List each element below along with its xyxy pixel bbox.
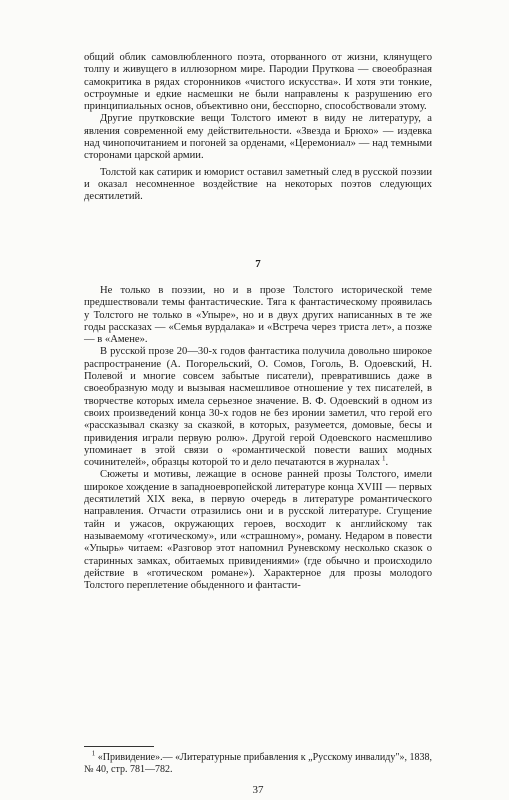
paragraph: общий облик самовлюбленного поэта, оторванного от жизни, клянущего толпу и живущего в иллюзорном мире. Пародии Пруткова — своеобразная самокритика в рядах сторонников «чистого искусства». И хотя эти тонкие, остроумные и едкие насмешки не были направлены к разрушению его принципиальных основ, объективно они, бесспорно, способствовали этому. — [84, 52, 432, 113]
paragraph-text: В русской прозе 20—30-х годов фантастика получила довольно широкое распространение (А. Погорельский, О. Сомов, Гоголь, В. Одоевский, Н. Полевой и многие совсем забытые писатели), превратившись даже в своеобразную моду и вызывая насмешливое отношение у тех писателей, в творчестве которых имела серьезное значение. В. Ф. Одоевский в одном из своих произведений конца 30-х годов не без иронии заметил, что герой его «рассказывал сказку за сказкой, в которых, разумеется, домовые, бесы и привидения играли первую ролю». Другой герой Одоевского насмешливо упоминает в этой связи о «романтической повести ваших модных сочинителей», образцы которой то и дело печатаются в журналах — [84, 346, 432, 469]
footnote-marker: 1 — [91, 749, 96, 758]
paragraph: Сюжеты и мотивы, лежащие в основе ранней прозы Толстого, имели широкое хождение в западноевропейской литературе конца XVIII — первых десятилетий XIX века, в первую очередь в литературе романтического направления. Отчасти отразились они и в русской литературе. Сгущение тайн и ужасов, окружающих героев, восходит к английскому так называемому «готическому», или «страшному», роману. Недаром в повести «Упырь» читаем: «Разговор этот напомнил Руневскому несколько сказок о старинных замках, обитаемых привидениями» (где обычно и происходило действие в «готическом романе»). Характерное для прозы молодого Толстого переплетение обыденного и фантасти- — [84, 469, 432, 592]
footnote-reference: 1 — [382, 454, 386, 463]
section-number: 7 — [255, 258, 261, 270]
paragraph: Не только в поэзии, но и в прозе Толстого исторической теме предшествовали темы фантастические. Тяга к фантастическому проявилась у Толстого не только в «Упыре», но и в двух других написанных в те же годы рассказах — «Семья вурдалака» и «Встреча через триста лет», а позже — в «Амене». — [84, 285, 432, 346]
footnote-text: «Привидение».— «Литературные прибавления к „Русскому инвалиду"», 1838, № 40, стр. 781—782. — [84, 752, 433, 775]
page-number: 37 — [252, 784, 264, 796]
footnote — [84, 749, 433, 776]
section-text-block — [84, 285, 432, 592]
footnote-divider — [84, 746, 154, 747]
paragraph: В русской прозе 20—30-х годов фантастика получила довольно широкое распространение (А. Погорельский, О. Сомов, Гоголь, В. Одоевский, Н. Полевой и многие совсем забытые писатели), превратившись даже в своеобразную моду и вызывая насмешливое отношение у тех писателей, в творчестве которых имела серьезное значение. В. Ф. Одоевский в одном из своих произведений конца 30-х годов не без иронии заметил, что герой его «рассказывал сказку за сказкой, в которых, разумеется, домовые, бесы и привидения играли первую ролю». Другой герой Одоевского насмешливо упоминает в этой связи о «романтической повести ваших модных сочинителей», образцы которой то и дело печатаются в журналах $^1$. — [84, 346, 432, 469]
top-text-block — [84, 52, 432, 204]
paragraph: Другие прутковские вещи Толстого имеют в виду не литературу, а явления современной ему действительности. «Звезда и Брюхо» — издевка над чинопочитанием и погоней за орденами, «Церемониал» — над темными сторонами царской армии. — [84, 113, 432, 162]
paragraph: Толстой как сатирик и юморист оставил заметный след в русской поэзии и оказал несомненное воздействие на некоторых поэтов следующих десятилетий. — [84, 166, 432, 203]
